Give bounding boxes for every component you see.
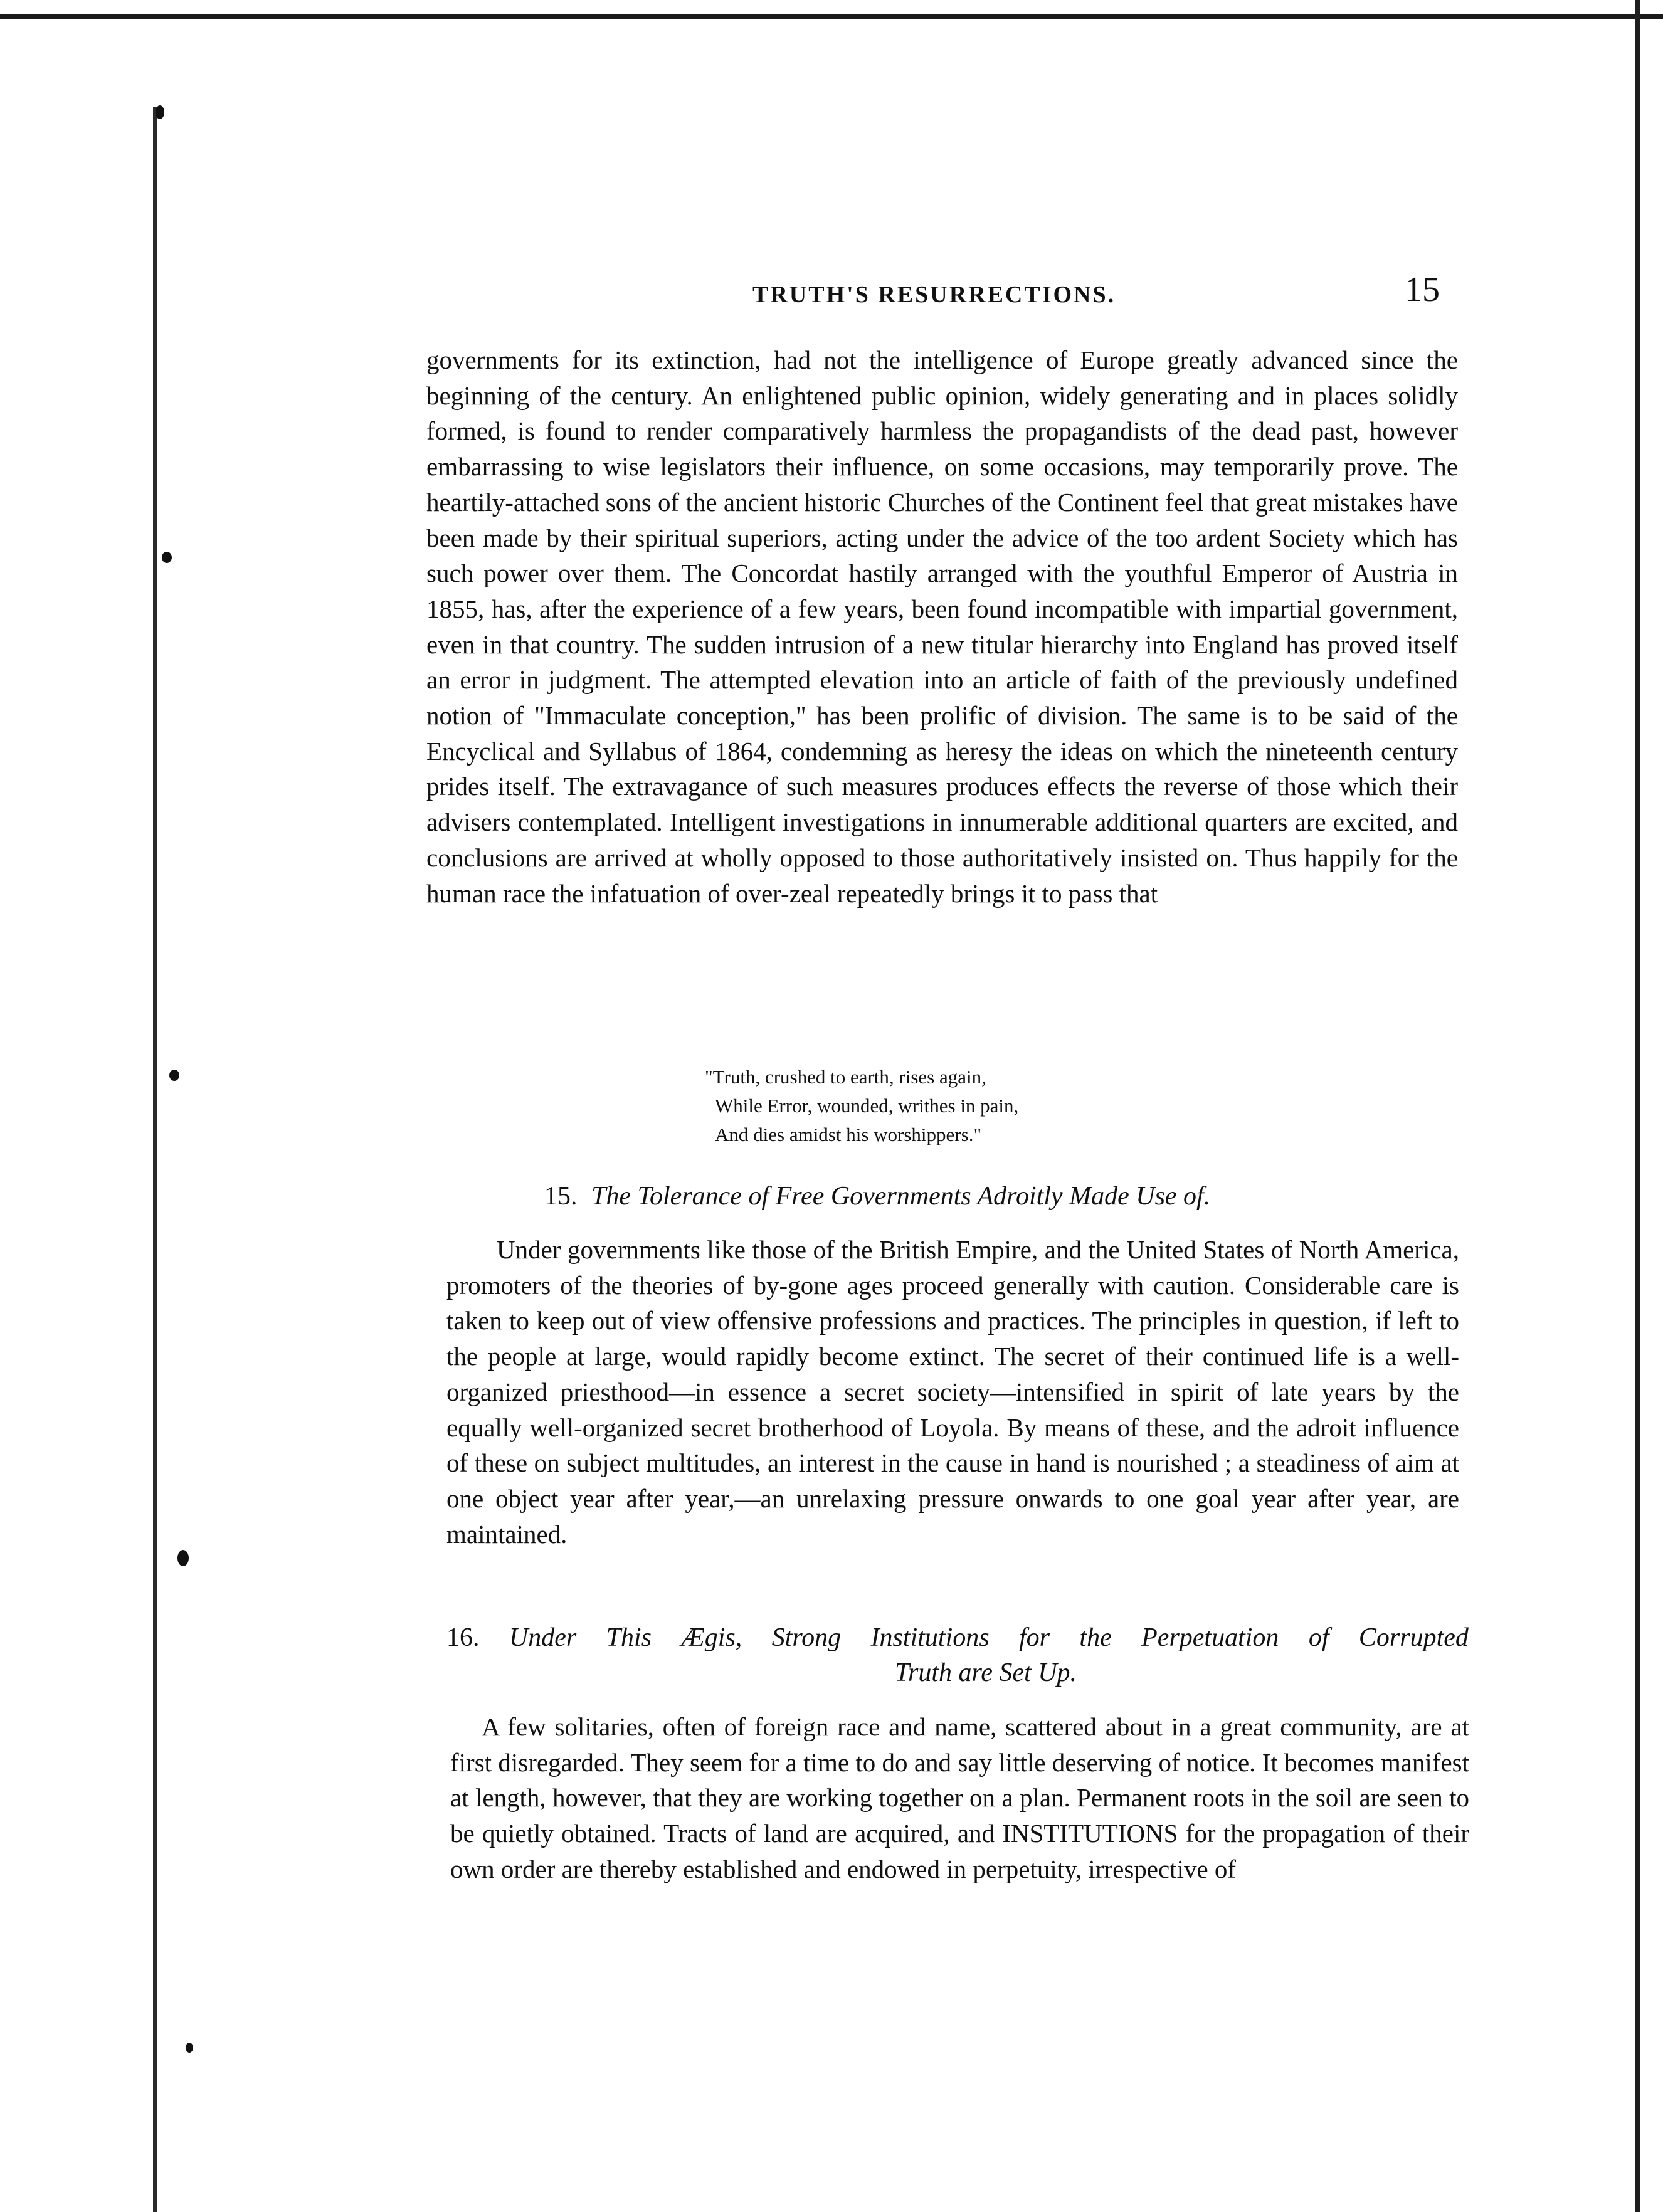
- section-title-line-1: [446, 1620, 1469, 1655]
- page-number: 15: [1405, 270, 1440, 309]
- paragraph-section-15: [446, 1232, 1459, 1552]
- verse-line: And dies amidst his worshippers.": [715, 1124, 982, 1146]
- page-header: [0, 270, 1663, 326]
- paragraph-text: A few solitaries, often of foreign race and name, scattered about in a great community, are at first disregarded. They seem for a time to do and say little deserving of notice. It becomes manifest at length, however, that they are working together on a plan. Permanent roots in the soil are seen to be quietly obtained. Tracts of land are acquired, and INSTITUTIONS for the propagation of their own order are thereby established and endowed in perpetuity, irrespective of: [450, 1712, 1469, 1883]
- verse-line: While Error, wounded, writhes in pain,: [715, 1095, 1019, 1117]
- scan-speck: [169, 1070, 179, 1081]
- heading-word: of: [1308, 1623, 1329, 1652]
- paragraph-section-16: [450, 1709, 1469, 1887]
- verse-line: "Truth, crushed to earth, rises again,: [705, 1066, 986, 1088]
- scan-speck: [177, 1550, 189, 1566]
- heading-word: Ægis,: [681, 1623, 742, 1652]
- section-heading-15: [544, 1181, 1210, 1211]
- scan-speck: [156, 105, 164, 119]
- scan-gutter-line: [153, 107, 157, 2212]
- heading-word: for: [1019, 1623, 1050, 1652]
- scan-speck: [186, 2043, 193, 2053]
- paragraph-text: governments for its extinction, had not the intelligence of Europe greatly advanced since the beginning of the century. An enlightened public opinion, widely generating and in places solidly formed, is found to render comparatively harmless the propagandists of the dead past, however embarrassing to wise legislators their influence, on some occasions, may temporarily prove. The heartily-attached sons of the ancient historic Churches of the Continent feel that great mistakes have been made by their spiritual superiors, acting under the advice of the too ardent Society which has such power over them. The Concordat hastily arranged with the youthful Emperor of Austria in 1855, has, after the experience of a few years, been found incompatible with impartial government, even in that country. The sudden intrusion of a new titular hierarchy into England has proved itself an error in judgment. The attempted elevation into an article of faith of the previously undefined notion of "Immaculate conception," has been prolific of division. The same is to be said of the Encyclical and Syllabus of 1864, condemning as heresy the ideas on which the nineteenth century prides itself. The extravagance of such measures produces effects the reverse of those which their advisers contemplated. Intelligent investigations in innumerable additional quarters are excited, and conclusions are arrived at wholly opposed to those authoritatively insisted on. Thus happily for the human race the infatuation of over-zeal repeatedly brings it to pass that: [426, 345, 1458, 908]
- verse-quotation: [705, 1063, 1019, 1149]
- scan-right-edge: [1635, 0, 1640, 2212]
- heading-word: Strong: [771, 1623, 842, 1652]
- section-title: The Tolerance of Free Governments Adroitly Made Use of.: [591, 1182, 1211, 1211]
- heading-word: Perpetuation: [1141, 1623, 1279, 1652]
- heading-word: Under: [509, 1623, 577, 1652]
- paragraph-text: Under governments like those of the British Empire, and the United States of North America, promoters of the theories of by-gone ages proceed generally with caution. Considerable care is taken to keep out of view offensive professions and practices. The principles in question, if left to the people at large, would rapidly become extinct. The secret of their continued life is a well-organized priesthood—in essence a secret society—intensified in spirit of late years by the equally well-organized secret brotherhood of Loyola. By means of these, and the adroit influence of these on subject multitudes, an interest in the cause in hand is nourished ; a steadiness of aim at one object year after year,—an unrelaxing pressure onwards to one goal year after year, are maintained.: [446, 1235, 1459, 1549]
- heading-word: This: [606, 1623, 652, 1652]
- scan-speck: [162, 552, 172, 563]
- section-heading-16: [446, 1620, 1469, 1690]
- section-number: 16.: [446, 1623, 480, 1652]
- heading-word: the: [1079, 1623, 1112, 1652]
- paragraph-continued: [426, 342, 1458, 911]
- heading-word: Institutions: [870, 1623, 990, 1652]
- section-title-line-2: Truth are Set Up.: [894, 1658, 1077, 1687]
- heading-word: Corrupted: [1358, 1623, 1469, 1652]
- section-number: 15.: [544, 1182, 578, 1211]
- scan-top-edge: [0, 14, 1663, 19]
- running-head: TRUTH'S RESURRECTIONS.: [752, 282, 1116, 308]
